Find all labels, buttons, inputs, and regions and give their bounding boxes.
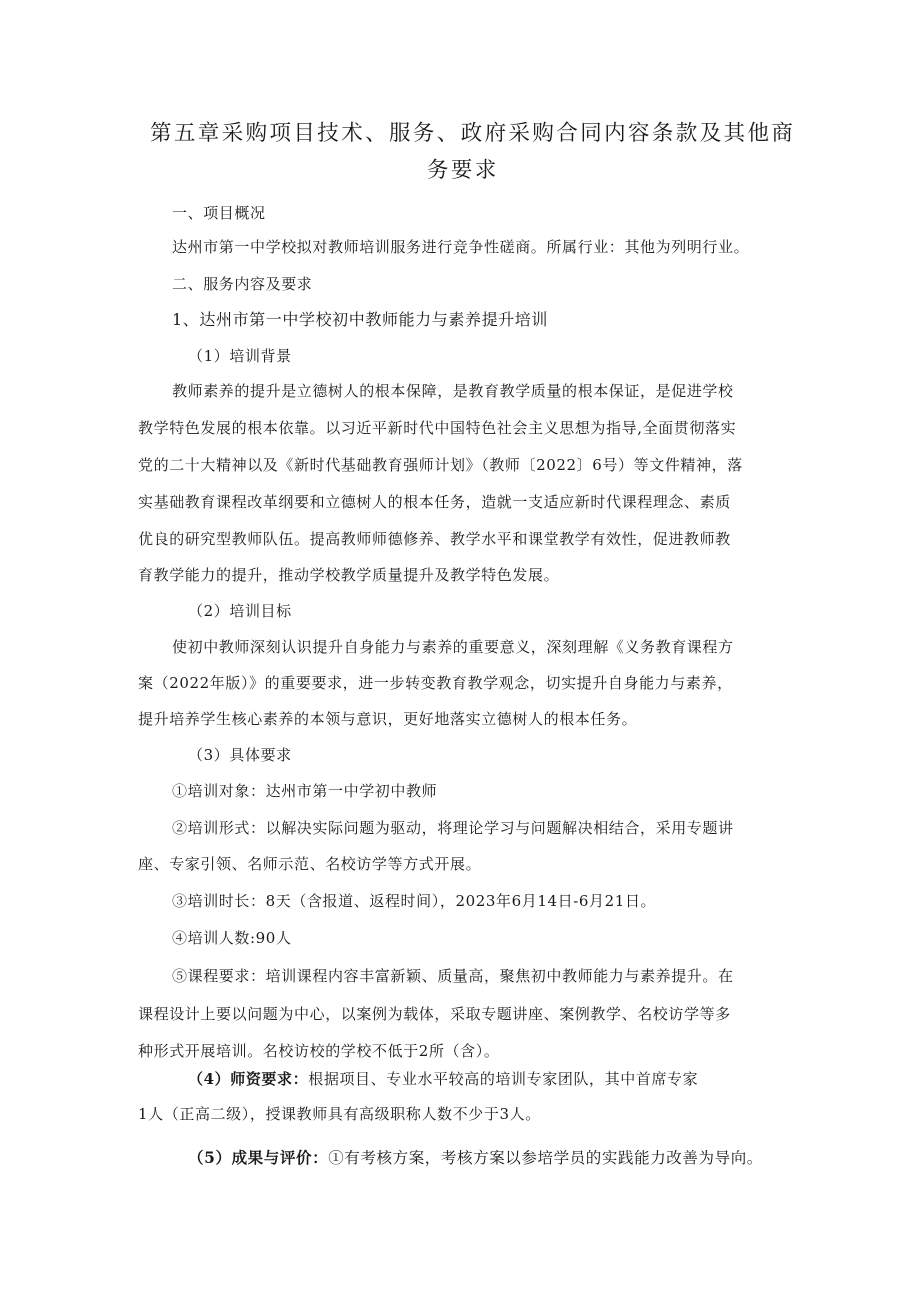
- background-line-3: 党的二十大精神以及《新时代基础教育强师计划》（教师〔2022〕6号）等文件精神，落: [138, 456, 743, 474]
- objective-heading: （2）培训目标: [188, 602, 292, 620]
- faculty-line-2: 1人（正高二级），授课教师具有高级职称人数不少于3人。: [138, 1105, 541, 1123]
- item1-heading: 1、达州市第一中学校初中教师能力与素养提升培训: [172, 310, 548, 329]
- background-line-6: 育教学能力的提升，推动学校教学质量提升及教学特色发展。: [138, 566, 560, 584]
- requirements-heading: （3）具体要求: [188, 746, 292, 764]
- evaluation-text: ①有考核方案，考核方案以参培学员的实践能力改善为导向。: [328, 1149, 763, 1167]
- chapter-title-line1: 第五章采购项目技术、服务、政府采购合同内容条款及其他商: [150, 121, 796, 146]
- background-heading: （1）培训背景: [188, 347, 292, 365]
- section1-text: 达州市第一中学校拟对教师培训服务进行竞争性磋商。所属行业：其他为列明行业。: [172, 238, 750, 256]
- requirement-headcount: ④培训人数:90人: [172, 929, 292, 947]
- faculty-label: （4）师资要求：: [188, 1070, 309, 1088]
- background-line-1: 教师素养的提升是立德树人的根本保障，是教育教学质量的根本保证，是促进学校: [172, 382, 734, 400]
- objective-line-1: 使初中教师深刻认识提升自身能力与素养的重要意义，深刻理解《义务教育课程方: [172, 638, 734, 656]
- chapter-title-line2: 务要求: [427, 158, 499, 183]
- objective-line-3: 提升培养学生核心素养的本领与意识，更好地落实立德树人的根本任务。: [138, 710, 638, 728]
- background-line-5: 优良的研究型教师队伍。提高教师师德修养、教学水平和课堂教学有效性，促进教师教: [138, 530, 731, 548]
- evaluation-label: （5）成果与评价：: [188, 1148, 329, 1167]
- requirement-format-line-2: 座、专家引领、名师示范、名校访学等方式开展。: [138, 855, 482, 873]
- requirement-duration: ③培训时长：8天（含报道、返程时间），2023年6月14日-6月21日。: [172, 892, 657, 910]
- background-line-4: 实基础教育课程改革纲要和立德树人的根本任务，造就一支适应新时代课程理念、素质: [138, 493, 731, 511]
- section1-heading: 一、项目概况: [172, 204, 266, 222]
- evaluation-line: [188, 1148, 763, 1168]
- section2-heading: 二、服务内容及要求: [172, 275, 313, 293]
- objective-line-2: 案（2022年版）》的重要要求，进一步转变教育教学观念，切实提升自身能力与素养，: [138, 674, 733, 692]
- requirement-course-line-2: 课程设计上要以问题为中心，以案例为载体，采取专题讲座、案例教学、名校访学等多: [138, 1005, 731, 1023]
- requirement-course-line-1: ⑤课程要求：培训课程内容丰富新颖、质量高，聚焦初中教师能力与素养提升。在: [172, 967, 734, 985]
- requirement-course-line-3: 种形式开展培训。名校访校的学校不低于2所（含）。: [138, 1042, 500, 1060]
- requirement-target: ①培训对象：达州市第一中学初中教师: [172, 782, 438, 800]
- faculty-line-1: [188, 1069, 698, 1089]
- requirement-format-line-1: ②培训形式：以解决实际问题为驱动，将理论学习与问题解决相结合，采用专题讲: [172, 819, 734, 837]
- faculty-text-1: 根据项目、专业水平较高的培训专家团队，其中首席专家: [308, 1070, 699, 1088]
- background-line-2: 教学特色发展的根本依靠。以习近平新时代中国特色社会主义思想为指导,全面贯彻落实: [138, 419, 737, 437]
